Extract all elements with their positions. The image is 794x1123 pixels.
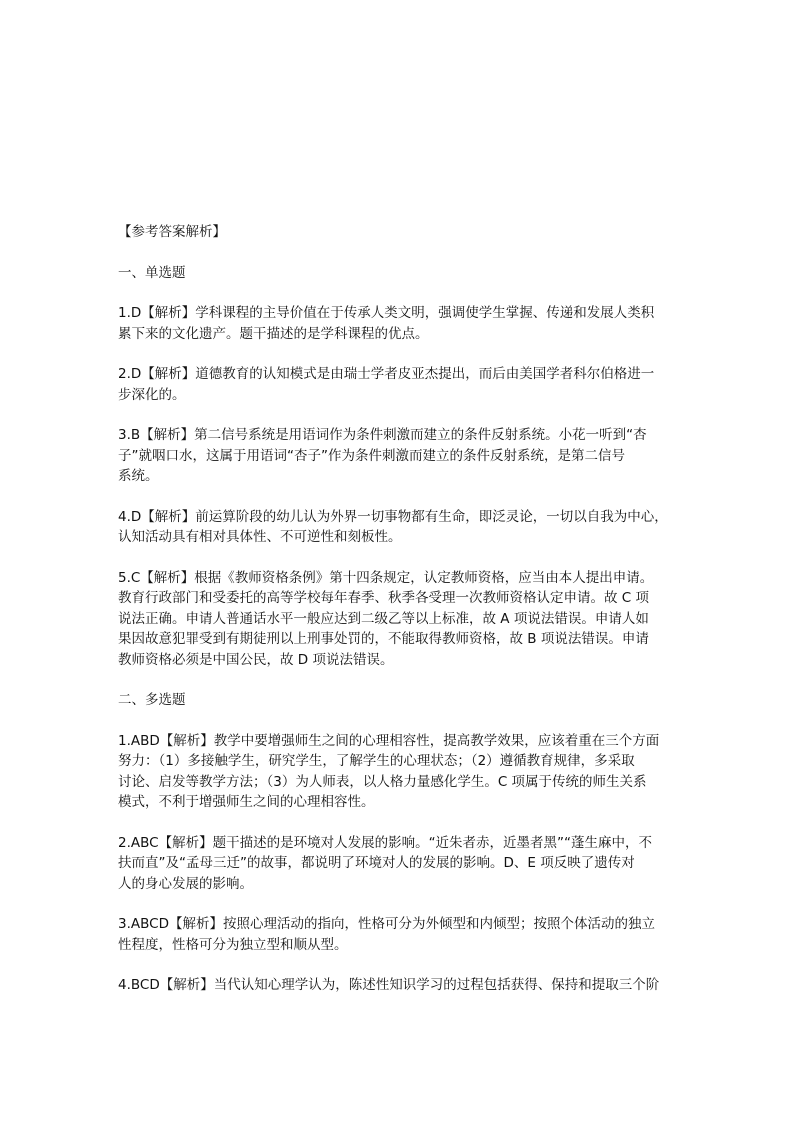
- answer-line: 3.B【解析】第二信号系统是用语词作为条件刺激而建立的条件反射系统。小花一听到“杏: [118, 427, 647, 443]
- answer-item: [118, 731, 678, 813]
- answer-line: 果因故意犯罪受到有期徒刑以上刑事处罚的，不能取得教师资格，故 B 项说法错误。申请: [118, 631, 649, 647]
- answer-item: [118, 364, 678, 405]
- answer-line: 3.ABCD【解析】按照心理活动的指向，性格可分为外倾型和内倾型；按照个体活动的独立: [118, 916, 655, 932]
- section-heading-multiple-choice: 二、多选题: [118, 692, 186, 708]
- answer-line: 人的身心发展的影响。: [118, 875, 253, 892]
- answer-line: 系统。: [118, 468, 159, 484]
- answer-item: [118, 975, 678, 996]
- answer-line: 讨论、启发等教学方法；（3）为人师表，以人格力量感化学生。C 项属于传统的师生关系: [118, 773, 647, 790]
- answer-line: 扶而直”及“孟母三迁”的故事，都说明了环境对人的发展的影响。D、E 项反映了遗传对: [118, 855, 635, 871]
- answer-item: [118, 914, 678, 955]
- answer-line: 4.D【解析】前运算阶段的幼儿认为外界一切事物都有生命，即泛灵论，一切以自我为中心，: [118, 508, 668, 525]
- answer-item: [118, 507, 678, 548]
- answer-line: 子”就咽口水，这属于用语词“杏子”作为条件刺激而建立的条件反射系统，是第二信号: [118, 447, 625, 464]
- answer-line: 2.D【解析】道德教育的认知模式是由瑞士学者皮亚杰提出，而后由美国学者科尔伯格进一: [118, 366, 655, 382]
- answer-line: 2.ABC【解析】题干描述的是环境对人发展的影响。“近朱者赤，近墨者黑”“蓬生麻中，不: [118, 834, 653, 851]
- answer-item: [118, 425, 678, 487]
- answer-line: 1.D【解析】学科课程的主导价值在于传承人类文明，强调使学生掌握、传递和发展人类积: [118, 305, 655, 321]
- answer-item: [118, 833, 678, 895]
- answer-line: 1.ABD【解析】教学中要增强师生之间的心理相容性，提高教学效果，应该着重在三个方面: [118, 732, 660, 749]
- answer-line: 步深化的。: [118, 386, 186, 403]
- answer-item: [118, 568, 678, 671]
- answer-line: 5.C【解析】根据《教师资格条例》第十四条规定，认定教师资格，应当由本人提出申请。: [118, 569, 654, 586]
- answer-line: 性程度，性格可分为独立型和顺从型。: [118, 936, 348, 953]
- answer-line: 努力：（1）多接触学生，研究学生，了解学生的心理状态；（2）遵循教育规律，多采取: [118, 753, 635, 769]
- answer-line: 模式，不利于增强师生之间的心理相容性。: [118, 794, 375, 810]
- document-title: 【参考答案解析】: [118, 224, 226, 240]
- answer-item: [118, 303, 678, 344]
- answer-line: 教育行政部门和受委托的高等学校每年春季、秋季各受理一次教师资格认定申请。故 C 项: [118, 590, 650, 606]
- answer-line: 4.BCD【解析】当代认知心理学认为，陈述性知识学习的过程包括获得、保持和提取三个阶: [118, 977, 660, 993]
- answer-line: 说法正确。申请人普通话水平一般应达到二级乙等以上标准，故 A 项说法错误。申请人如: [118, 610, 649, 627]
- section-heading-single-choice: 一、单选题: [118, 264, 186, 281]
- answer-document: [118, 222, 678, 1016]
- answer-line: 累下来的文化遗产。题干描述的是学科课程的优点。: [118, 325, 429, 342]
- answer-line: 认知活动具有相对具体性、不可逆性和刻板性。: [118, 529, 402, 545]
- answer-line: 教师资格必须是中国公民，故 D 项说法错误。: [118, 651, 394, 668]
